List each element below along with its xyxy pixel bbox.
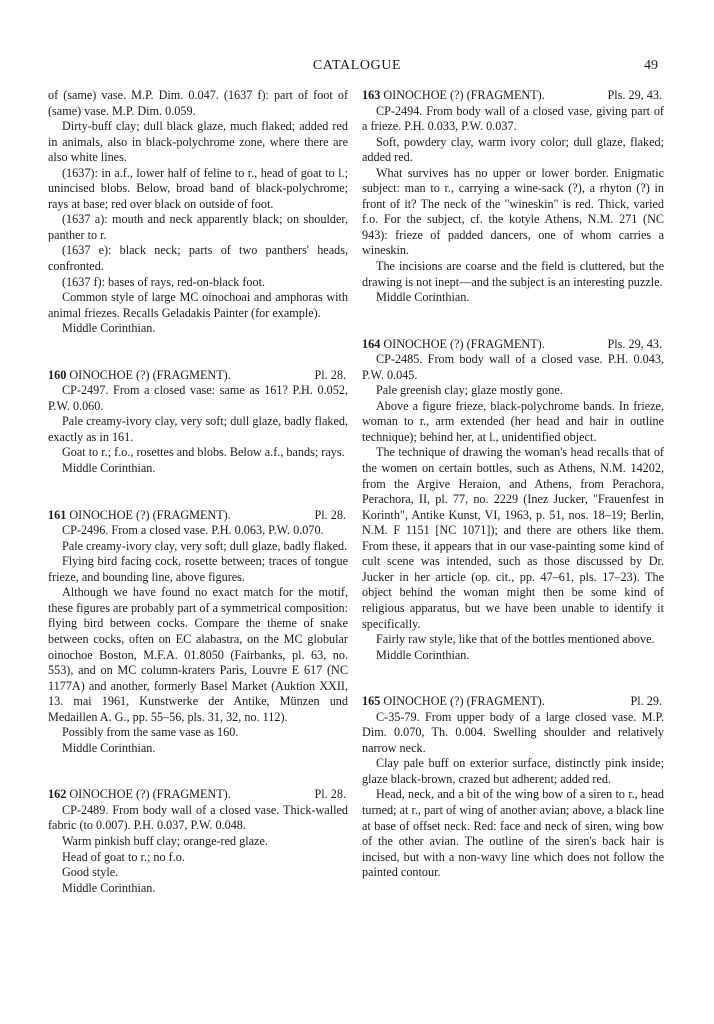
entry-number: 165 <box>362 694 381 709</box>
paragraph: Possibly from the same vase as 160. <box>62 725 239 740</box>
catalogue-entry-161 <box>48 508 348 757</box>
running-head-title: CATALOGUE <box>312 58 402 73</box>
catalogue-entry-164 <box>362 337 664 663</box>
paragraph: (1637): in a.f., lower half of feline to r., head of goat to l.; unincised blobs. Below, broad band of black-polychrome; rays at base; red over black on outside of foot. <box>48 165 348 211</box>
paragraph: CP-2494. From body wall of a closed vase, giving part of a frieze. P.H. 0.033, P.W. 0.037. <box>362 103 664 134</box>
entry-plates: Pl. 28. <box>314 367 346 382</box>
right-column <box>362 88 664 881</box>
catalogue-entry-163 <box>362 88 664 306</box>
paragraph: Middle Corinthian. <box>376 647 470 662</box>
paragraph: Although we have found no exact match for the motif, these figures are probably part of a symmetrical composition: flying bird between cocks. Compare the theme of snake between cocks, often on EC alabastra, on the MC globular oinochoe Boston, M.F.A. 01.8050 (Fairbanks, pl. 63, no. 553), and on MC column-kraters Paris, Louvre E 617 (NC 1177A) and another, formerly Basel Market (Auktion XXII, 13. mai 1961, Kunstwerke der Antike, Münzen und Medaillen A. G., pp. 55–56, pls. 31, 32, no. 112). <box>48 585 348 724</box>
running-head <box>0 58 714 76</box>
entry-plates: Pl. 28. <box>314 507 346 522</box>
entry-title: OINOCHOE (?) (FRAGMENT). <box>383 336 545 351</box>
paragraph: Pale creamy-ivory clay, very soft; dull glaze, badly flaked, exactly as in 161. <box>48 414 348 444</box>
entry-title: OINOCHOE (?) (FRAGMENT). <box>69 787 231 802</box>
paragraph: The incisions are coarse and the field is cluttered, but the drawing is not inept—and the subject is an interesting puzzle. <box>362 259 664 289</box>
entry-heading <box>48 508 348 524</box>
entry-number: 161 <box>48 507 67 522</box>
entry-number: 162 <box>48 787 67 802</box>
entry-title: OINOCHOE (?) (FRAGMENT). <box>383 694 545 709</box>
entry-title: OINOCHOE (?) (FRAGMENT). <box>383 88 545 102</box>
paragraph: (1637 a): mouth and neck apparently black; on shoulder, panther to r. <box>48 212 348 242</box>
entry-heading <box>48 787 348 803</box>
paragraph: What survives has no upper or lower border. Enigmatic subject: man to r., carrying a wine-sack (?), a rhyton (?) in front of it? The neck of the "wineskin" is red. Thick, varied f.o. For the subject, cf. the kotyle Athens, N.M. 271 (NC 943): frieze of padded dancers, one of whom carries a wineskin. <box>362 165 664 258</box>
paragraph: Head of goat to r.; no f.o. <box>62 849 185 864</box>
paragraph: Goat to r.; f.o., rosettes and blobs. Below a.f., bands; rays. <box>62 445 345 460</box>
paragraph: Middle Corinthian. <box>62 321 156 336</box>
paragraph: C-35-79. From upper body of a large closed vase. M.P. Dim. 0.070, Th. 0.004. Swelling shoulder and relatively narrow neck. <box>362 709 664 755</box>
paragraph: Middle Corinthian. <box>62 461 156 476</box>
paragraph: CP-2489. From body wall of a closed vase. Thick-walled fabric (to 0.007). P.H. 0.037, P.W. 0.048. <box>48 802 348 833</box>
paragraph: (1637 e): black neck; parts of two panthers' heads, confronted. <box>48 243 348 274</box>
entry-plates: Pl. 29. <box>630 694 662 709</box>
paragraph: Head, neck, and a bit of the wing bow of a siren to r., head turned; at r., part of wing of another avian; above, a black line at base of offset neck. Red: face and neck of siren, wing bow of the other avian. The outline of the siren's back hair is incised, but with a non-wavy line which does not follow the painted contour. <box>362 787 664 880</box>
paragraph: CP-2485. From body wall of a closed vase. P.H. 0.043, P.W. 0.045. <box>362 352 664 382</box>
paragraph: Warm pinkish buff clay; orange-red glaze. <box>62 833 268 848</box>
paragraph: Pale creamy-ivory clay, very soft; dull glaze, badly flaked. <box>62 538 348 553</box>
paragraph: of (same) vase. M.P. Dim. 0.047. (1637 f): part of foot of (same) vase. M.P. Dim. 0.059. <box>48 88 348 118</box>
paragraph: (1637 f): bases of rays, red-on-black foot. <box>62 274 266 289</box>
paragraph: Fairly raw style, like that of the bottles mentioned above. <box>376 632 655 647</box>
left-column <box>48 88 348 896</box>
paragraph: The technique of drawing the woman's head recalls that of the women on certain bottles, such as Athens, N.M. 14202, from the Argive Heraion, and Athens, from Perachora, Perachora, II, pl. 77, no. 2229 (Inez Jucker, "Frauenfest in Korinth", Antike Kunst, VI, 1963, p. 51, nos. 18–19; Berlin, N.M. F 1151 [NC 1071]); and there are others like them. From these, it appears that in our vase-painting some kind of cult scene was intended, such as those discussed by Dr. Jucker in her article (op. cit., pp. 47–61, pls. 17–23). The object behind the woman might then be some kind of religious apparatus, but we have been unable to identify it specifically. <box>362 445 664 631</box>
page-number: 49 <box>644 58 658 73</box>
catalogue-entry-160 <box>48 368 348 477</box>
entry-heading <box>362 337 664 353</box>
entry-title: OINOCHOE (?) (FRAGMENT). <box>69 367 231 382</box>
entry-plates: Pls. 29, 43. <box>607 88 662 102</box>
entry-plates: Pls. 29, 43. <box>607 336 662 351</box>
paragraph: Middle Corinthian. <box>62 740 156 755</box>
paragraph: CP-2497. From a closed vase: same as 161? P.H. 0.052, P.W. 0.060. <box>48 383 348 413</box>
entry-title: OINOCHOE (?) (FRAGMENT). <box>69 507 231 522</box>
entry-heading <box>362 88 664 104</box>
paragraph: Flying bird facing cock, rosette between; traces of tongue frieze, and bounding line, above figures. <box>48 554 348 584</box>
entry-plates: Pl. 28. <box>314 787 346 802</box>
paragraph: CP-2496. From a closed vase. P.H. 0.063, P.W. 0.070. <box>62 523 324 538</box>
entry-159-continuation <box>48 88 348 337</box>
entry-number: 160 <box>48 367 67 382</box>
paragraph: Common style of large MC oinochoai and amphoras with animal friezes. Recalls Geladakis Painter (for example). <box>48 290 348 320</box>
paragraph: Soft, powdery clay, warm ivory color; dull glaze, flaked; added red. <box>362 134 664 165</box>
entry-heading <box>362 694 664 710</box>
paragraph: Dirty-buff clay; dull black glaze, much flaked; added red in animals, also in black-polychrome zone, where there are also white lines. <box>48 119 348 165</box>
entry-heading <box>48 368 348 384</box>
paragraph: Pale greenish clay; glaze mostly gone. <box>376 383 563 398</box>
paragraph: Middle Corinthian. <box>376 290 470 305</box>
entry-number: 163 <box>362 88 381 102</box>
paragraph: Clay pale buff on exterior surface, distinctly pink inside; glaze black-brown, crazed but adherent; added red. <box>362 756 664 786</box>
catalogue-entry-162 <box>48 787 348 896</box>
paragraph: Above a figure frieze, black-polychrome bands. In frieze, woman to r., arm extended (her head and hair in outline technique); behind her, at l., unidentified object. <box>362 398 664 444</box>
paragraph: Good style. <box>62 865 119 880</box>
paragraph: Middle Corinthian. <box>62 880 156 895</box>
entry-number: 164 <box>362 336 381 351</box>
catalogue-entry-165 <box>362 694 664 881</box>
